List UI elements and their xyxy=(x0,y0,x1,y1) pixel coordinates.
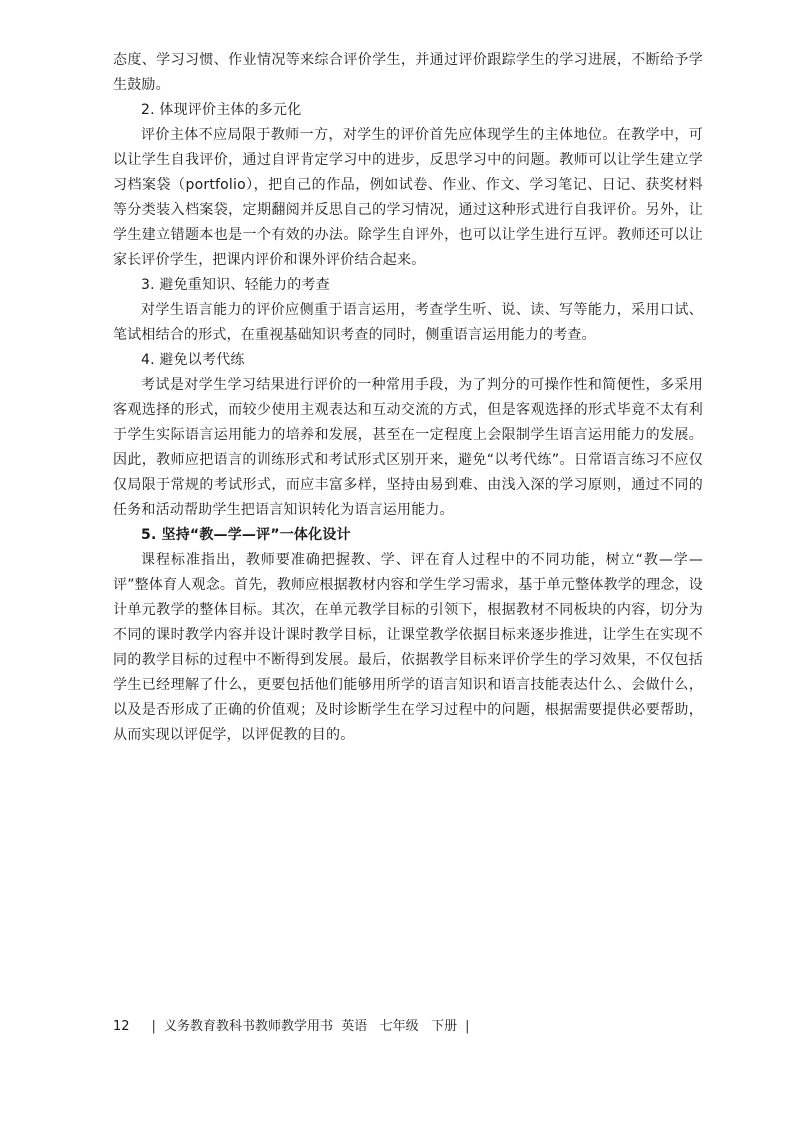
paragraph-section-2: 评价主体不应局限于教师一方，对学生的评价首先应体现学生的主体地位。在教学中，可以让学生自我评价，通过自评肯定学习中的进步，反思学习中的问题。教师可以让学生建立学习档案袋（portfolio），把自己的作品，例如试卷、作业、作文、学习笔记、日记、获奖材料等分类装入档案袋，定期翻阅并反思自己的学习情况，通过这种形式进行自我评价。另外，让学生建立错题本也是一个有效的办法。除学生自评外，也可以让学生进行互评。教师还可以让家长评价学生，把课内评价和课外评价结合起来。 xyxy=(113,127,703,268)
section-heading-3: 3. 避免重知识、轻能力的考查 xyxy=(141,277,330,293)
footer-separator: | xyxy=(151,1019,156,1034)
page-content xyxy=(113,48,703,748)
footer-separator-end: | xyxy=(465,1019,470,1034)
page-number: 12 xyxy=(113,1019,130,1034)
subject-label: 英语 xyxy=(341,1019,368,1034)
volume-label: 下册 xyxy=(431,1019,458,1034)
book-title: 义务教育教科书教师教学用书 xyxy=(163,1019,333,1034)
grade-label: 七年级 xyxy=(379,1019,419,1034)
paragraph-section-5: 课程标准指出，教师要准确把握教、学、评在育人过程中的不同功能，树立“教—学—评”整体育人观念。首先，教师应根据教材内容和学生学习需求，基于单元整体教学的理念，设计单元教学的整体目标。其次，在单元教学目标的引领下，根据教材不同板块的内容，切分为不同的课时教学内容并设计课时教学目标，让课堂教学依据目标来逐步推进，让学生在实现不同的教学目标的过程中不断得到发展。最后，依据教学目标来评价学生的学习效果，不仅包括学生已经理解了什么，更要包括他们能够用所学的语言知识和语言技能表达什么、会做什么，以及是否形成了正确的价值观；及时诊断学生在学习过程中的问题，根据需要提供必要帮助，从而实现以评促学，以评促教的目的。 xyxy=(113,552,703,743)
paragraph-section-4: 考试是对学生学习结果进行评价的一种常用手段，为了判分的可操作性和简便性，多采用客观选择的形式，而较少使用主观表达和互动交流的方式，但是客观选择的形式毕竟不太有利于学生实际语言运用能力的培养和发展，甚至在一定程度上会限制学生语言运用能力的发展。因此，教师应把语言的训练形式和考试形式区别开来，避免“以考代练”。日常语言练习不应仅仅局限于常规的考试形式，而应丰富多样，坚持由易到难、由浅入深的学习原则，通过不同的任务和活动帮助学生把语言知识转化为语言运用能力。 xyxy=(113,377,703,518)
section-heading-5: 5. 坚持“教—学—评”一体化设计 xyxy=(141,527,351,543)
page-footer xyxy=(113,1018,477,1036)
paragraph-continued: 态度、学习习惯、作业情况等来综合评价学生，并通过评价跟踪学生的学习进展，不断给予学生鼓励。 xyxy=(113,52,703,93)
section-heading-4: 4. 避免以考代练 xyxy=(141,352,245,368)
section-heading-2: 2. 体现评价主体的多元化 xyxy=(141,102,302,118)
paragraph-section-3: 对学生语言能力的评价应侧重于语言运用，考查学生听、说、读、写等能力，采用口试、笔试相结合的形式，在重视基础知识考查的同时，侧重语言运用能力的考查。 xyxy=(113,302,703,343)
